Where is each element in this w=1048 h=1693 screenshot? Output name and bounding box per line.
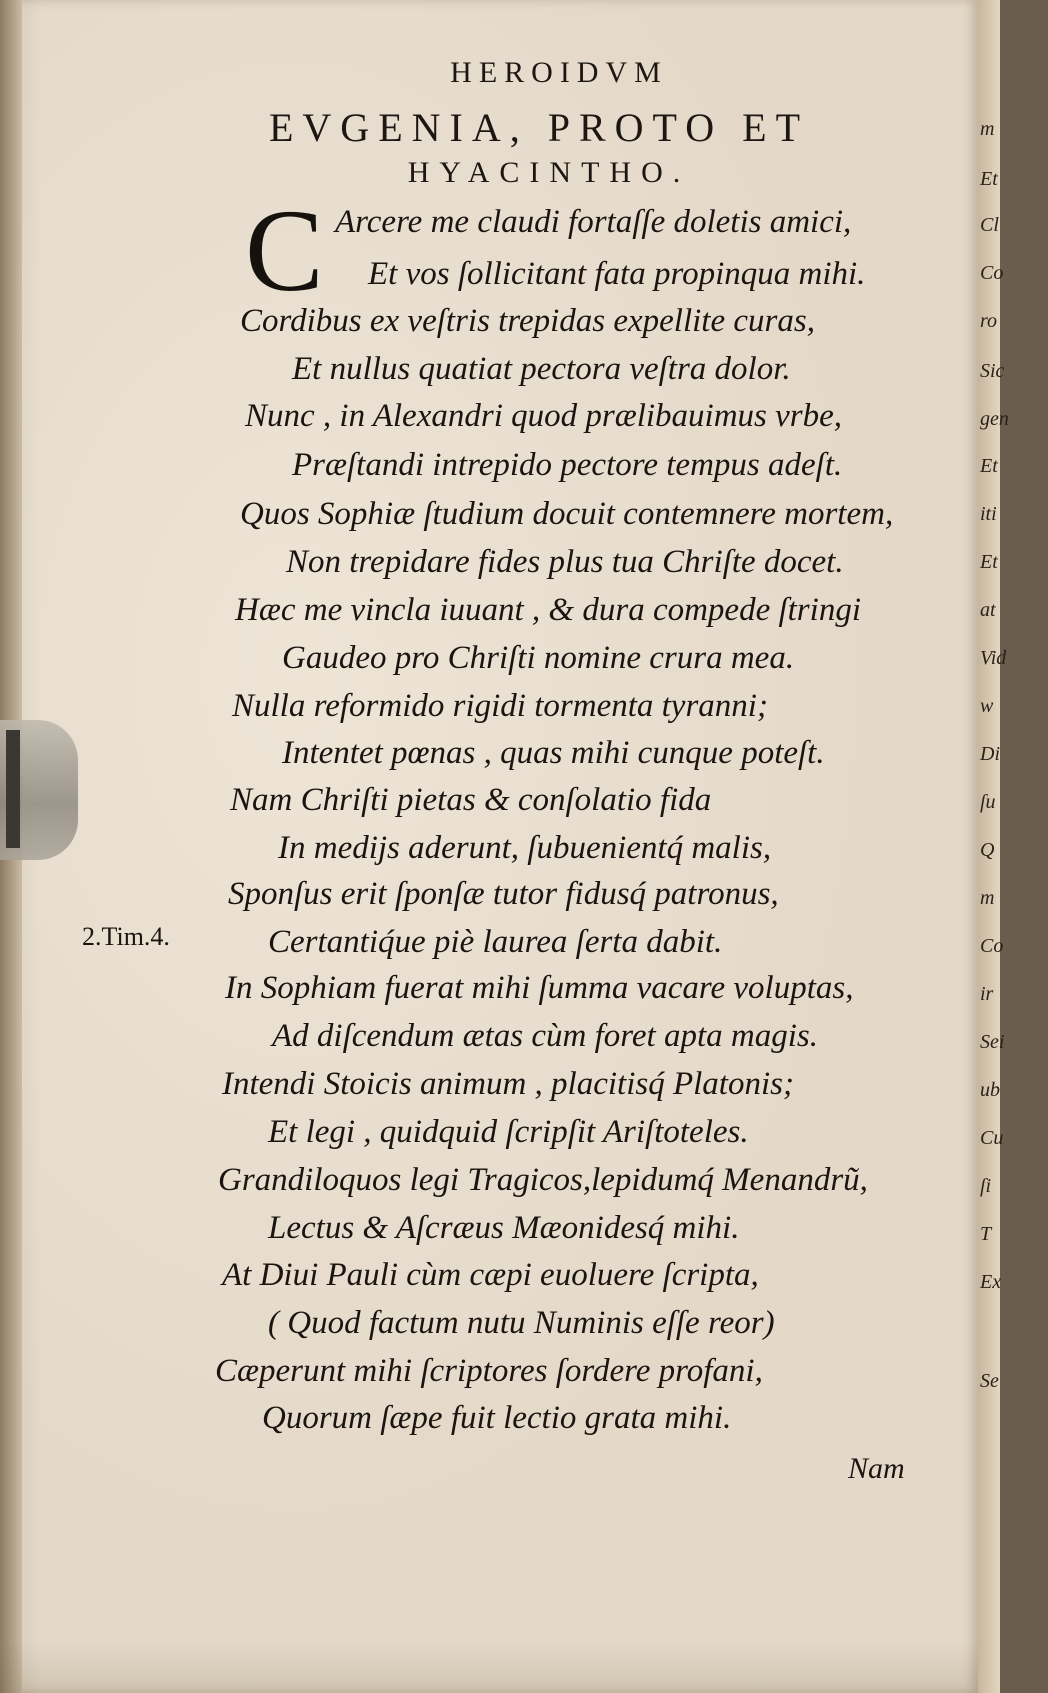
verse-line: Lectus & Aſcræus Mæonidesq́ mihi. [268, 1210, 740, 1246]
facing-fragment: Q [980, 839, 995, 861]
facing-fragment: at [980, 599, 996, 621]
facing-fragment: Sei [980, 1031, 1005, 1053]
verse-line: Hæc me vincla iuuant , & dura compede ſtringi [235, 592, 861, 628]
facing-fragment: Sic [980, 360, 1005, 382]
facing-fragment: Ex [980, 1271, 1002, 1293]
verse-line: Certantiq́ue piè laurea ſerta dabit. [268, 924, 723, 960]
facing-fragment: Di [980, 743, 1000, 765]
verse-line: Quos Sophiæ ſtudium docuit contemnere mortem, [240, 496, 894, 532]
facing-fragment: T [980, 1223, 992, 1245]
verse-line: Quorum ſæpe fuit lectio grata mihi. [262, 1400, 732, 1436]
catchword: Nam [848, 1452, 905, 1485]
facing-fragment: Et [980, 551, 998, 573]
facing-fragment: Et [980, 168, 998, 190]
drop-cap: C [245, 185, 324, 316]
verse-line: Præſtandi intrepido pectore tempus adeſt. [292, 447, 843, 483]
verse-line: Intentet pœnas , quas mihi cunque poteſt. [282, 735, 825, 771]
verse-line: Nulla reformido rigidi tormenta tyranni; [232, 688, 768, 724]
verse-line: Cæperunt mihi ſcriptores ſordere profani, [215, 1353, 763, 1389]
facing-fragment: Cu [980, 1127, 1004, 1149]
running-title: HEROIDVM [450, 56, 668, 89]
facing-fragment: ir [980, 983, 994, 1005]
facing-fragment: iti [980, 503, 997, 525]
facing-fragment: Et [980, 455, 998, 477]
verse-line: Cordibus ex veſtris trepidas expellite curas, [240, 303, 815, 339]
verse-line: Arcere me claudi fortaſſe doletis amici, [335, 204, 852, 240]
facing-fragment: Co [980, 262, 1004, 284]
facing-fragment: gen [980, 408, 1009, 430]
facing-fragment: m [980, 118, 995, 140]
margin-note: 2.Tim.4. [82, 922, 170, 951]
verse-line: Et nullus quatiat pectora veſtra dolor. [292, 351, 791, 387]
verse-line: Nunc , in Alexandri quod prælibauimus vrbe, [245, 398, 843, 434]
verse-line: Nam Chriſti pietas & conſolatio fida [230, 782, 712, 818]
facing-fragment: Vid [980, 647, 1007, 669]
facing-fragment: Co [980, 935, 1004, 957]
verse-line: Et vos ſollicitant fata propinqua mihi. [368, 256, 866, 292]
facing-fragment: ro [980, 310, 998, 332]
facing-fragment: w [980, 695, 994, 717]
verse-line: Non trepidare fides plus tua Chriſte docet. [286, 544, 844, 580]
title-line-2: HYACINTHO. [407, 156, 691, 189]
facing-fragment: ub [980, 1079, 1000, 1101]
facing-fragment: Cl [980, 214, 999, 236]
verse-line: In Sophiam fuerat mihi ſumma vacare voluptas, [225, 970, 854, 1006]
page-clip-bar [6, 730, 20, 848]
page-shadow [0, 1640, 978, 1693]
verse-line: Intendi Stoicis animum , placitisq́ Platonis; [222, 1066, 794, 1102]
title-line-1: EVGENIA, PROTO ET [268, 105, 809, 150]
verse-line: In medijs aderunt, ſubuenientq́ malis, [278, 830, 772, 866]
verse-line: Gaudeo pro Chriſti nomine crura mea. [282, 640, 795, 676]
verse-line: Sponſus erit ſponſæ tutor fidusq́ patronus, [228, 876, 779, 912]
facing-fragment: Se [980, 1370, 999, 1392]
verse-line: Ad diſcendum ætas cùm foret apta magis. [272, 1018, 818, 1054]
facing-fragment: ſu [980, 791, 996, 813]
facing-fragment: m [980, 887, 995, 909]
facing-fragment: ſi [980, 1175, 992, 1197]
verse-line: ( Quod factum nutu Numinis eſſe reor) [268, 1305, 775, 1341]
verse-line: Et legi , quidquid ſcripſit Ariſtoteles. [268, 1114, 749, 1150]
verse-line: At Diui Pauli cùm cæpi euoluere ſcripta, [222, 1257, 759, 1293]
verse-line: Grandiloquos legi Tragicos,lepidumq́ Menandrũ, [218, 1162, 868, 1198]
facing-page-edge [978, 0, 1009, 1693]
